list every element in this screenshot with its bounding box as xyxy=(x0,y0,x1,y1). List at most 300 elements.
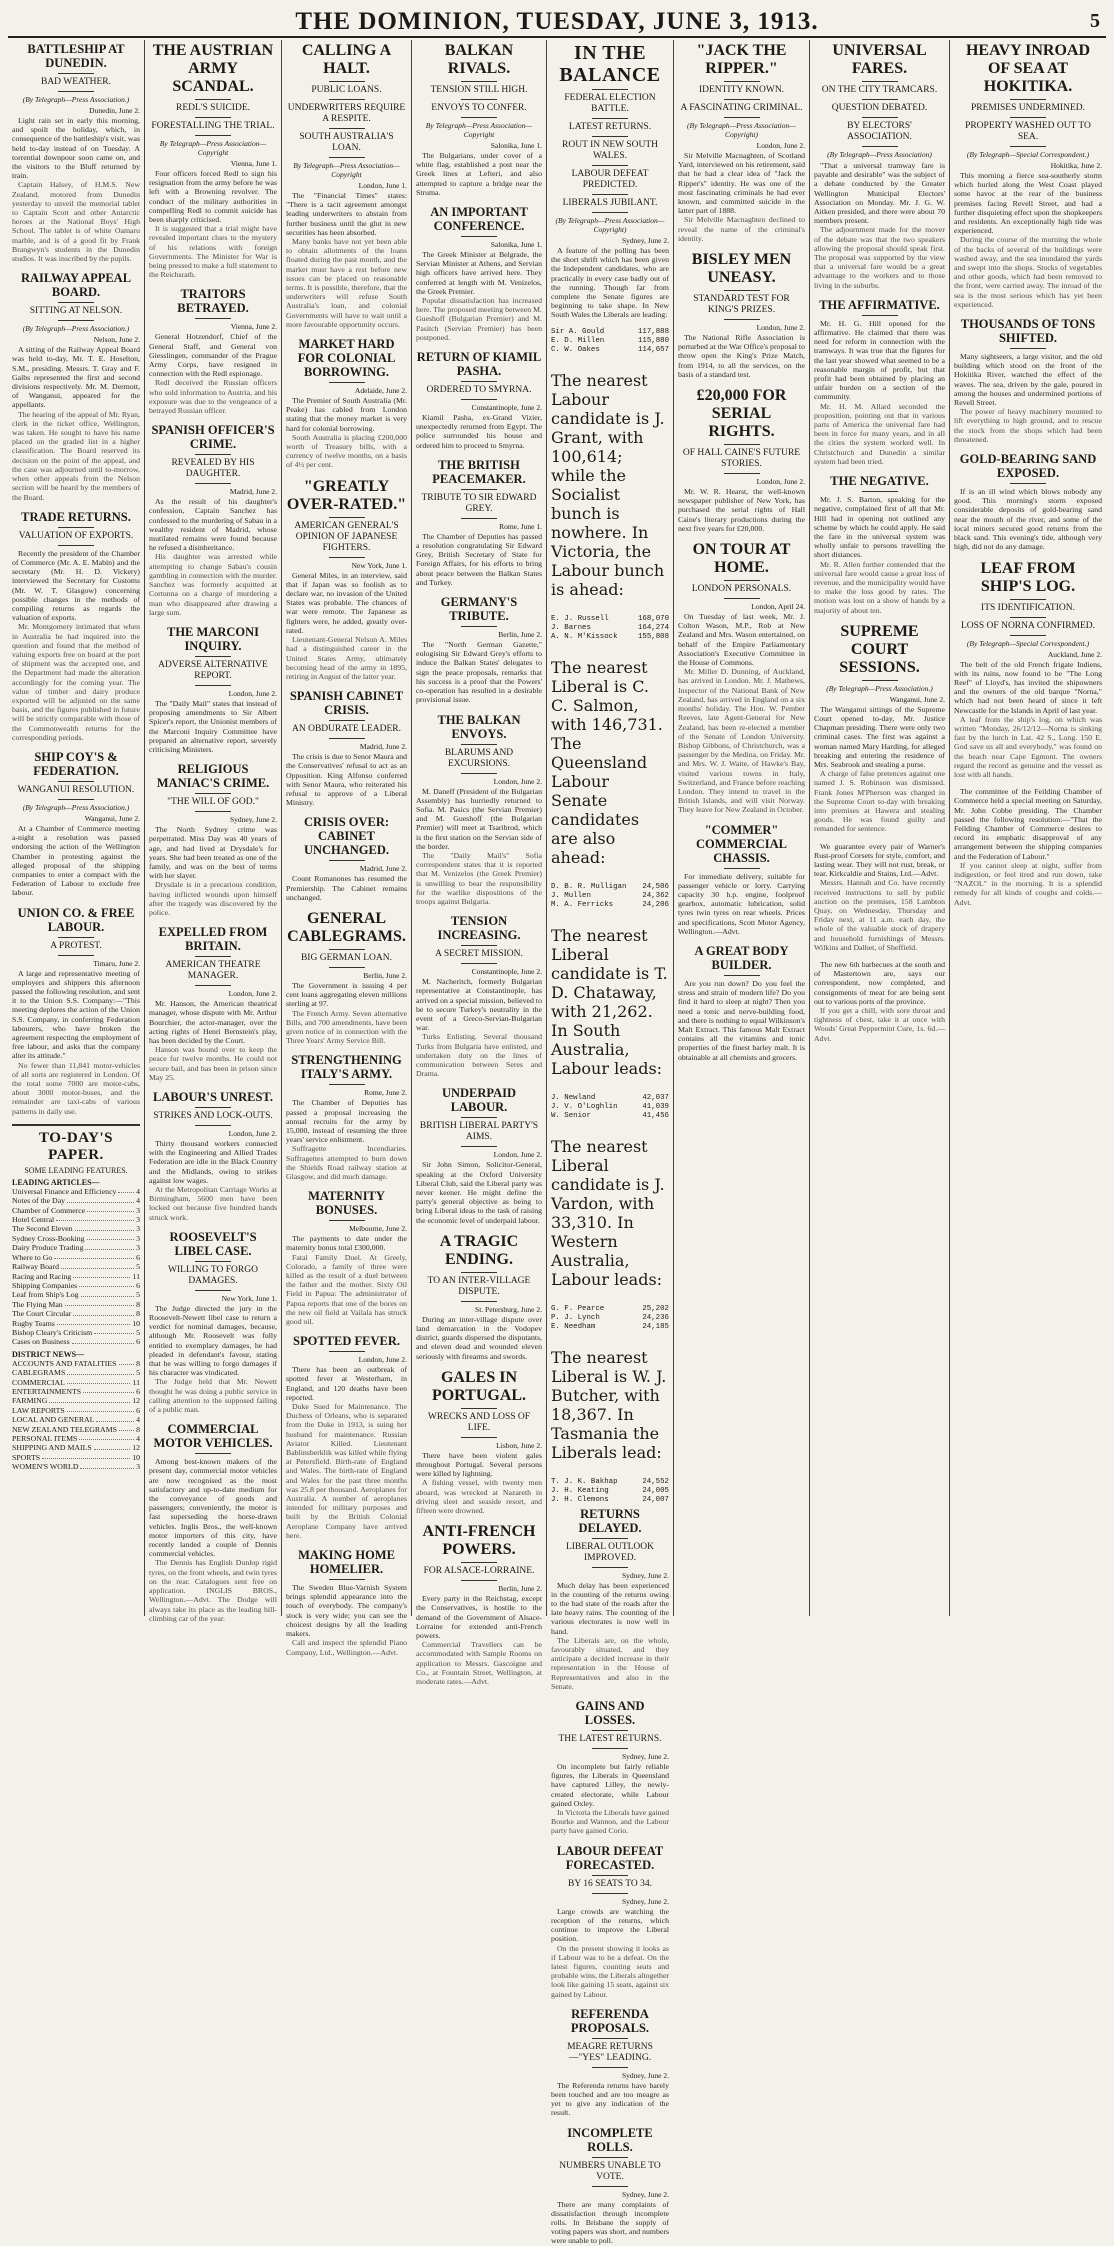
candidate-votes: 42,037 xyxy=(642,1093,669,1102)
index-page: 8 xyxy=(136,1309,140,1319)
candidate-votes: 24,185 xyxy=(642,1322,669,1331)
article-subheading: SITTING AT NELSON. xyxy=(29,306,123,317)
headline-rule xyxy=(195,1261,231,1262)
candidate-name: E. Needham xyxy=(551,1322,596,1331)
article-dateline: Madrid, June 2. xyxy=(359,742,407,752)
article xyxy=(954,452,1102,551)
article-headline: AN IMPORTANT CONFERENCE. xyxy=(430,205,528,234)
article-body: The Chamber of Deputies has passed a resolution congratulating Sir Edward Grey, British Secretary of State for Foreign Affairs, for his efforts to bring about peace between the Balkan States and Turkey. xyxy=(416,531,542,587)
headline-rule xyxy=(461,81,497,82)
index-label: Racing and Racing xyxy=(12,1271,72,1281)
article-body-continued: A fishing vessel, with twenty men aboard, was wrecked at Nazareth in driving sleet and seaside resort, and fifteen were drowned. xyxy=(416,1478,542,1516)
index-page: 6 xyxy=(136,1386,140,1396)
article-headline: UNDERPAID LABOUR. xyxy=(441,1086,517,1115)
index-label: FARMING xyxy=(12,1396,48,1406)
article-dateline: Berlin, June 2. xyxy=(363,970,407,980)
article-subheading: NUMBERS UNABLE TO VOTE. xyxy=(559,2160,661,2182)
article-dateline: Rome, June 1. xyxy=(499,521,542,531)
article xyxy=(149,1422,277,1623)
subheading-rule xyxy=(58,320,94,321)
index-label: Hotel Central xyxy=(12,1215,55,1225)
article-headline: CRISIS OVER: CABINET UNCHANGED. xyxy=(303,815,390,858)
masthead xyxy=(8,6,1106,38)
article xyxy=(149,625,277,754)
article-body: There have been violent gales throughout Portugal. Several persons were killed by lightning. xyxy=(416,1450,542,1479)
result-row xyxy=(551,1314,669,1323)
article-body: The North Sydney crime was perpetrated. Miss Day was 40 years of age, and had lived at Drysdale's for years. She had been treated as one of the family, and was on the best of terms with her slayer. xyxy=(149,825,277,881)
candidate-votes: 164,274 xyxy=(637,623,669,632)
result-row xyxy=(551,624,669,633)
index-label: Cases on Business xyxy=(12,1337,70,1347)
article-dateline: Constantinople, June 2. xyxy=(471,403,542,413)
article-headline: SHIP COY'S & FEDERATION. xyxy=(33,749,119,778)
article-headline: BALKAN RIVALS. xyxy=(444,42,514,77)
candidate-name: A. N. M'Kissock xyxy=(551,632,618,641)
headline-rule xyxy=(862,315,898,316)
article-subheading: FORESTALLING THE TRIAL. xyxy=(151,121,275,131)
article xyxy=(149,925,277,1082)
article xyxy=(814,298,945,466)
article-headline: SPOTTED FEVER. xyxy=(293,1334,400,1349)
article-body-continued: South Australia is placing £200,000 worth of Treasury bills, with a currency of twelve months, on a basis of 4½ per cent. xyxy=(286,432,407,470)
article-body: The Sweden Blue-Varnish System brings splendid appearance into the touch of everybody. The company's stock is very wide; you can see the choicest designs by all the leading makers. xyxy=(286,1583,407,1639)
subheading-rule xyxy=(592,2067,628,2068)
index-page: 6 xyxy=(136,1280,140,1290)
article-body: Mr. Hanson, the American theatrical manager, whose dispute with Mr. Arthur Bourchier, the actor-manager, over the acting rights of Henri Bernstein's play, has been decided by the Court. xyxy=(149,999,277,1045)
article-body: Among best-known makers of the present day, commercial motor vehicles are now recognised as the most satisfactory and up-to-date medium for the conveyance of goods and passengers; conveniently, the motor is fast superseding the horse-drawn vehicles. Inglis Bros., the well-known motor importers of this city, have recently landed a couple of Dennis commercial vehicles. xyxy=(149,1457,277,1559)
headline-rule xyxy=(329,1579,365,1580)
result-row xyxy=(551,615,669,624)
index-entry xyxy=(12,1425,140,1434)
index-leader xyxy=(85,1243,134,1249)
headline-rule xyxy=(329,1351,365,1352)
article xyxy=(12,271,140,501)
article-byline: By Telegraph—Press Association—Copyright xyxy=(159,139,267,157)
article-body: The "North German Gazette," eulogising Sir Edward Grey's efforts to induce the Balkan States' delegates to sign the peace proposals, remarks that his success is a proof that the Powers' co-operation has resulted in a desirable provisional issue. xyxy=(416,640,542,705)
article-headline: HEAVY INROAD OF SEA AT HOKITIKA. xyxy=(965,42,1090,95)
article-body: A sitting of the Railway Appeal Board was held to-day, Mr. T. E. Hoselton, S.M., presiding. Messrs. T. Gray and F. Gaibs represented the first and second divisions respectively. Mr. M. Dermott, of Wanganui, appeared for the appellants. xyxy=(12,345,140,410)
subheading-rule xyxy=(329,157,365,158)
article-body: If is an ill wind which blows nobody any good. This morning's storm exposed considerable deposits of gold-bearing sand near the mouth of the river, and some of the local miners secured good returns from the black sand. This evening's tide, although very high, did not do any damage. xyxy=(954,487,1102,552)
article xyxy=(814,42,945,290)
result-row xyxy=(551,337,669,346)
candidate-name: J. H. Clemons xyxy=(551,1495,609,1504)
index-entry xyxy=(12,1309,140,1318)
article xyxy=(149,42,277,279)
headline-rule xyxy=(724,81,760,82)
result-row xyxy=(551,901,669,910)
headline-rule xyxy=(724,444,760,445)
subheading-rule xyxy=(461,99,497,100)
subheading-rule xyxy=(461,1301,497,1302)
subheading-rule xyxy=(195,135,231,136)
candidate-name: Sir A. Gould xyxy=(551,327,605,336)
article-dateline: Nelson, June 2. xyxy=(93,335,140,345)
result-row xyxy=(551,1487,669,1496)
article-dateline: London, June 2. xyxy=(756,141,805,150)
article-subheading: WRECKS AND LOSS OF LIFE. xyxy=(427,1411,531,1433)
article xyxy=(678,387,805,533)
article xyxy=(416,1369,542,1515)
index-leader xyxy=(73,1309,134,1315)
index-leader xyxy=(61,1262,134,1268)
article-headline: STRENGTHENING ITALY'S ARMY. xyxy=(291,1053,402,1082)
article-body: The Judge directed the jury in the Roosevelt-Newett libel case to return a verdict for nominal damages, because, although Mr. Roosevelt was fully entitled to exemplary damages, he had pleaded in defendant's favour, stating that he was willing to forgo damages if his character was vindicated. xyxy=(149,1303,277,1378)
index-label: Sydney Cross-Booking xyxy=(12,1233,85,1243)
article-subheading: UNDERWRITERS REQUIRE A RESPITE. xyxy=(287,103,406,124)
subheading-rule xyxy=(195,985,231,986)
article-subheading: LIBERAL OUTLOOK IMPROVED. xyxy=(565,1541,655,1563)
candidate-name: J. Newland xyxy=(551,1093,596,1102)
headline-rule xyxy=(592,1875,628,1876)
headline-rule xyxy=(329,1084,365,1085)
subheading-rule xyxy=(862,99,898,100)
headline-rule xyxy=(592,2157,628,2158)
subheading-rule xyxy=(461,399,497,400)
article-body: Much delay has been experienced in the counting of the returns owing to the bad state of the roads after the late heavy rains. The counting of the various electorates is now well in hand. xyxy=(551,1580,669,1636)
subheading-rule xyxy=(592,118,628,119)
column-3 xyxy=(282,40,412,1657)
article-headline: THE NEGATIVE. xyxy=(830,474,929,489)
page-columns xyxy=(8,40,1106,2246)
senate-results-queensland xyxy=(551,883,669,910)
article-body: General Miles, in an interview, said that if Japan was so foolish as to declare war, no invasion of the United States was probable. The chances of war were remote. The Japanese as fighters were, he added, greatly over-rated. xyxy=(286,570,407,635)
article xyxy=(814,842,945,952)
article-headline: INCOMPLETE ROLLS. xyxy=(567,2125,653,2154)
article-dateline: London, June 2. xyxy=(228,989,277,999)
candidate-votes: 115,880 xyxy=(637,336,669,345)
headline-rule xyxy=(329,1220,365,1221)
article-dateline: Berlin, June 2. xyxy=(498,1584,542,1594)
article-body: M. Daneff (President of the Bulgarian Assembly) has hurriedly returned to Sofia. M. Pasics (the Servian Premier) and M. Gueshoff (the Bulgarian Premier) will meet at Tsaribrod, which is the first station on the Servian side of the border. xyxy=(416,786,542,851)
subheading-rule xyxy=(461,1437,497,1438)
index-leader xyxy=(57,1319,130,1325)
article-headline: BISLEY MEN UNEASY. xyxy=(691,251,792,287)
index-leader xyxy=(73,1272,130,1278)
article-headline: THOUSANDS OF TONS SHIFTED. xyxy=(960,317,1096,346)
index-entry xyxy=(12,1337,140,1346)
article-headline: "JACK THE RIPPER." xyxy=(696,42,787,77)
article-body: Mr. H. G. Hill opened for the affirmative. He claimed that there was need for reform in connection with the tramways. It was true that the figures for the last year showed what seemed to be a reasonable margin of profit, but that profit had been obtained by placing an unfair burden on a section of the community. xyxy=(814,318,945,402)
article-headline: LEAF FROM SHIP'S LOG. xyxy=(980,559,1076,595)
article xyxy=(149,287,277,415)
index-leader xyxy=(65,1300,134,1306)
article-body: M. Nacheritch, formerly Bulgarian representative at Constantinople, has arrived on a special mission, believed to be to secure Turkey's neutrality in the event of a Greco-Servian-Bulgarian war. xyxy=(416,977,542,1033)
page-number: 5 xyxy=(1090,10,1100,32)
article-body: Sir Melville Macnaghten, of Scotland Yard, interviewed on his retirement, said that he had a clear idea of "Jack the Ripper's" identity. He was one of the most fascinating criminals he had ever known, and committed suicide in the latter part of 1888. xyxy=(678,151,805,216)
article-dateline: London, June 2. xyxy=(358,1355,407,1365)
article-dateline: London, June 2. xyxy=(228,688,277,698)
subheading-rule xyxy=(58,91,94,92)
article-body: Thirty thousand workers connected with the Engineering and Allied Trades Federation are idle in the Black Country and the Midlands, owing to strikes against low wages. xyxy=(149,1138,277,1185)
index-label: SHIPPING AND MAILS xyxy=(12,1443,92,1453)
article-subheading: QUESTION DEBATED. xyxy=(831,103,928,113)
article-body-continued: The French Army. Seven alternative Bills, and 700 amendments, have been given notice of in connection with the Three Years' Army Service Bill. xyxy=(286,1008,407,1046)
subheading-rule xyxy=(461,117,497,118)
index-page: 12 xyxy=(132,1396,140,1406)
article-body: The nearest Liberal candidate is T. D. Chataway, with 21,262. In South Australia, Labour leads: xyxy=(551,925,668,1078)
article-dateline: Constantinople, June 2. xyxy=(471,967,542,977)
article-dateline: London, April 24. xyxy=(751,602,805,612)
article-subheading: PUBLIC LOANS. xyxy=(311,85,382,95)
article xyxy=(286,478,407,681)
article-byline: (By Telegraph—Press Association—Copyright) xyxy=(687,121,796,139)
candidate-name: E. J. Russell xyxy=(551,614,609,623)
headline-rule xyxy=(724,975,760,976)
article-headline: TENSION INCREASING. xyxy=(437,914,521,943)
candidate-votes: 25,202 xyxy=(642,1304,669,1313)
article-body: Recently the president of the Chamber of Commerce (Mr. A. E. Mabin) and the secretary (Mr. H. D. Vickery) interviewed the Secretary for Customs (Mr. W. T. Glasgow) concerning possible changes in the methods of compiling returns as regards the valuation of exports. xyxy=(12,548,140,623)
subheading-rule xyxy=(592,2186,628,2187)
subheading-rule xyxy=(592,1748,628,1749)
article xyxy=(551,1699,669,1836)
senate-results-tasmania xyxy=(551,1478,669,1505)
article-headline: MATERNITY BONUSES. xyxy=(308,1189,385,1218)
candidate-name: T. J. K. Bakhap xyxy=(551,1477,618,1486)
subheading-rule xyxy=(195,1290,231,1291)
article-body-continued: The hearing of the appeal of Mr. Ryan, clerk in the ticket office, Wellington, was taken. He sought to have his name placed on the graded list in a higher classification. The Board reserved its decision on the point of the appeal, and the case was adjourned until to-morrow, when other appeals from the Nelson section will be heard by the members of the Board. xyxy=(12,409,140,502)
article-subheading: VALUATION OF EXPORTS. xyxy=(18,530,134,541)
index-leader xyxy=(79,1281,134,1287)
article-headline: "GREATLY OVER-RATED." xyxy=(286,477,407,513)
result-row xyxy=(551,1094,669,1103)
article-body: As the result of his daughter's confession, Captain Sanchez has confessed to the murdering of Sabau in a wealthy resident of Madrid, whose mutilated remains were found because he refused a disinheritance. xyxy=(149,497,277,553)
article-headline: BATTLESHIP AT DUNEDIN. xyxy=(27,42,125,70)
candidate-votes: 24,506 xyxy=(642,882,669,891)
article-subheading: BAD WEATHER. xyxy=(40,77,112,87)
headline-rule xyxy=(461,626,497,627)
article-byline: (By Telegraph—Special Correspondent.) xyxy=(966,638,1090,648)
article-byline: By Telegraph—Press Association—Copyright xyxy=(425,121,533,139)
index-page: 5 xyxy=(136,1368,140,1378)
article-body-continued: Sir Melville Macnaghten declined to reveal the name of the criminal's identity. xyxy=(678,215,805,243)
index-page: 5 xyxy=(136,1290,140,1300)
article-dateline: Dunedin, June 2. xyxy=(89,106,140,115)
article-dateline: Sydney, June 2. xyxy=(621,2189,669,2199)
article-dateline: Salonika, June 1. xyxy=(490,240,542,250)
article-dateline: Wanganui, June 2. xyxy=(84,813,140,823)
article-body-continued: Suffragette Incendiaries. Suffragettes attempted to burn down the Shields Road railway station at Glasgow, and did much damage. xyxy=(286,1144,407,1181)
candidate-votes: 24,362 xyxy=(642,891,669,900)
index-leader xyxy=(56,1215,134,1221)
article-headline: THE AFFIRMATIVE. xyxy=(819,297,940,312)
headline-rule xyxy=(461,744,497,745)
index-entry xyxy=(12,1387,140,1396)
index-leader xyxy=(67,1196,134,1202)
index-entry xyxy=(12,1224,140,1233)
index-entry xyxy=(12,1378,140,1387)
article-body-continued: Messrs. Hannah and Co. have recently received instructions to sell by public auction on the premises, 158 Lambton Quay, on Wednesday, Thursday and Friday next, at 11 a.m. each day, the whole of the valuable stock of drapery and household furnishings of Messrs. Wilkins and Dalhet, of Sheffield. xyxy=(814,878,945,952)
article-dateline: London, June 2. xyxy=(228,1128,277,1138)
article-body: The crisis is due to Senor Maura and the Conservatives' refusal to act as an Opposition. King Alfonso conferred with Senor Maura, who reiterated his refusal to approve of a Liberal Ministry. xyxy=(286,752,407,808)
article xyxy=(286,42,407,329)
index-entry xyxy=(12,1243,140,1252)
article-body-continued: If you cannot sleep at night, suffer from indigestion, or feel tired and run down, take "NAZOL" in the morning. It is a splendid remedy for all kinds of coughs and colds.—Advt. xyxy=(954,860,1102,907)
candidate-votes: 114,657 xyxy=(637,345,669,354)
article-body-continued: Hanson was bound over to keep the peace for twelve months. He could not secure bail, and has been in prison since May 25. xyxy=(149,1045,277,1082)
subheading-rule xyxy=(592,194,628,195)
index-page: 3 xyxy=(136,1462,140,1472)
index-group: DISTRICT NEWS— xyxy=(12,1349,85,1359)
index-entry xyxy=(12,1215,140,1224)
index-leader xyxy=(42,1453,130,1459)
article-byline: (By Telegraph—Press Association.) xyxy=(22,95,130,104)
subheading-rule xyxy=(1010,617,1046,618)
index-leader xyxy=(118,1187,134,1193)
article-subheading: REVEALED BY HIS DAUGHTER. xyxy=(171,458,255,480)
index-label: ACCOUNTS AND FATALITIES xyxy=(12,1358,117,1368)
article-byline: (By Telegraph—Special Correspondent.) xyxy=(966,150,1090,159)
article-dateline: London, June 2. xyxy=(756,323,805,333)
article-subheading: AN OBDURATE LEADER. xyxy=(292,724,401,735)
headline-rule xyxy=(862,491,898,492)
article xyxy=(814,474,945,615)
index-entry xyxy=(12,1300,140,1309)
candidate-name: G. F. Pearce xyxy=(551,1304,605,1313)
article-body-continued: Mr. Montgomery intimated that when in Australia he had inquired into the question and found that the method of valuing exports free on board at the port of shipment was the accepted one, and the Department had made the alteration accordingly for the coming year. The value of timber and dairy produce exported will be adjusted on the same basis, and the figures published in future will be strictly comparable with those of the Commonwealth returns for the corresponding periods. xyxy=(12,622,140,742)
article-body: The nearest Liberal candidate is J. Vardon, with 33,310. In Western Australia, Labour leads: xyxy=(551,1136,665,1289)
candidate-name: J. H. Keating xyxy=(551,1486,609,1495)
article-body-continued: The Liberals are, on the whole, favourably situated, and they anticipate a decided increase in their representation in the House of Representatives and also in the Senate. xyxy=(551,1635,669,1691)
advertisement xyxy=(678,944,805,1062)
headline-rule xyxy=(195,1453,231,1454)
index-page: 4 xyxy=(136,1186,140,1196)
headline-rule xyxy=(461,945,497,946)
column-7 xyxy=(810,40,950,1616)
article-body-continued: Call and inspect the splendid Piano Company, Ltd., Wellington.—Advt. xyxy=(286,1638,407,1657)
article-dateline: Timaru, June 2. xyxy=(93,958,140,968)
headline-rule xyxy=(58,781,94,782)
article-subheading: MEAGRE RETURNS—"YES" LEADING. xyxy=(567,2041,653,2063)
candidate-votes: 24,236 xyxy=(642,1313,669,1322)
article-headline: GALES IN PORTUGAL. xyxy=(431,1368,527,1404)
candidate-votes: 24,005 xyxy=(642,1486,669,1495)
candidate-votes: 155,808 xyxy=(637,632,669,641)
article xyxy=(551,1844,669,1999)
article-body-continued: Lieutenant-General Nelson A. Miles had a distinguished career in the United States Army, ultimately becoming head of the army in 1895, retiring in August of the latter year. xyxy=(286,635,407,681)
article-subheading: ENVOYS TO CONFER. xyxy=(431,103,527,113)
article-body: The nearest Liberal is W. J. Butcher, with 18,367. In Tasmania the Liberals lead: xyxy=(551,1347,667,1462)
todays-paper-index xyxy=(12,1130,140,1472)
headline-rule xyxy=(461,489,497,490)
article xyxy=(678,42,805,243)
article-dateline: St. Petersburg, June 2. xyxy=(475,1304,542,1314)
candidate-votes: 41,456 xyxy=(642,1111,669,1120)
headline-rule xyxy=(195,656,231,657)
index-page: 4 xyxy=(136,1434,140,1443)
article-body: Kiamil Pasha, ex-Grand Vizier, unexpectedly returned from Egypt. The police surrounded his house and ordered him to proceed to Smyrna. xyxy=(416,413,542,450)
index-leader xyxy=(72,1337,134,1343)
article-body-continued: On the present showing it looks as if Labour was to be a defeat. On the latest figures, counting seats and probable wins, the Liberals altogether look like gaining 15 seats, against six gained by Labour. xyxy=(551,1943,669,1999)
article-body-continued: The "Daily Mail's" Sofia correspondent states that it is reported that M. Venizelos (the Greek Premier) is unwilling to bear the responsibility for the warlike dispositions of the troops against Bulgaria. xyxy=(416,850,542,906)
article xyxy=(416,1233,542,1361)
article-body: The National Rifle Association is perturbed at the War Office's proposal to throw open the King's Prize Match, from 1914, to all the services, on the basis of a standard test. xyxy=(678,333,805,379)
candidate-votes: 24,552 xyxy=(642,1477,669,1486)
index-leader xyxy=(49,1396,130,1402)
index-label: CABLEGRAMS xyxy=(12,1368,66,1378)
article-subheading: TO AN INTER-VILLAGE DISPUTE. xyxy=(427,1275,531,1297)
article-body: Mr. J. S. Barton, speaking for the negative, complained first of all that Mr. Hill had in opening not outlined any scheme by which he could apply. He said the fare in the universal system was wholly unfair to persons travelling the short distances. xyxy=(814,495,945,560)
article-headline: THE MARCONI INQUIRY. xyxy=(166,624,260,653)
subheading-rule xyxy=(592,1893,628,1894)
column-6 xyxy=(674,40,810,1616)
article xyxy=(416,914,542,1078)
index-page: 8 xyxy=(136,1358,140,1368)
article xyxy=(678,541,805,814)
article-headline: THE BRITISH PEACEMAKER. xyxy=(432,457,526,486)
article-subheading: ON THE CITY TRAMCARS. xyxy=(821,85,938,95)
headline-rule xyxy=(592,1730,628,1731)
headline-rule xyxy=(862,680,898,681)
article-dateline: Melbourne, June 2. xyxy=(349,1224,407,1234)
article-headline: "COMMER" COMMERCIAL CHASSIS. xyxy=(696,822,787,865)
article-byline: (By Telegraph—Press Association.) xyxy=(22,324,130,334)
index-page: 5 xyxy=(136,1327,140,1337)
index-label: ENTERTAINMENTS xyxy=(12,1386,82,1396)
article-body: This morning a fierce sea-southerly storm which hurled along the West Coast played some havoc at the rear of the business premises facing Revell Street, and had a further disquieting effect upon the shopkeepers and residents. An exceptionally high tide was experienced. xyxy=(954,171,1102,236)
headline-rule xyxy=(862,81,898,82)
index-leader xyxy=(54,1253,134,1259)
column-2 xyxy=(145,40,282,1623)
subheading-rule xyxy=(329,128,365,129)
headline-rule xyxy=(592,1538,628,1539)
index-entry xyxy=(12,1453,140,1462)
index-page: 3 xyxy=(136,1215,140,1225)
article-byline: (By Telegraph—Press Association.) xyxy=(22,802,130,812)
candidate-name: J. Barnes xyxy=(551,623,591,632)
article-body: General Hotzendorf, Chief of the General Staff, and General von Giesslingen, commander of the Prague Army Corps, have resigned in connection with the Redl espionage. xyxy=(149,332,277,379)
column-4 xyxy=(412,40,547,1687)
article-headline: RETURNS DELAYED. xyxy=(578,1506,642,1535)
article-body: The Government is issuing 4 per cent loans aggregating eleven millions sterling at 97. xyxy=(286,980,407,1009)
index-entry xyxy=(12,1196,140,1205)
article-body: The new 6th barbecues at the south and of Mastertown are, says our correspondent, now completed, and consignments of meat for are being sent out to various ports of the province. xyxy=(814,960,945,1006)
article-dateline: London, June 2. xyxy=(756,477,805,487)
article xyxy=(286,1189,407,1326)
subheading-rule xyxy=(195,685,231,686)
article-subheading: BRITISH LIBERAL PARTY'S AIMS. xyxy=(419,1121,539,1143)
article-subheading: "THE WILL OF GOD." xyxy=(167,797,259,808)
index-entry xyxy=(12,1187,140,1196)
article xyxy=(12,510,140,742)
candidate-votes: 117,888 xyxy=(637,327,669,336)
index-label: Bishop Cleary's Criticism xyxy=(12,1327,93,1337)
article xyxy=(954,317,1102,444)
article-subheading: AMERICAN GENERAL'S OPINION OF JAPANESE FIGHTERS. xyxy=(294,520,399,553)
article-body: The "Financial Times" states: "There is a tacit agreement amongst leading underwriters to abstain from further business until the glut in new securities has been absorbed. xyxy=(286,191,407,237)
article-body-continued: Turks Enlisting. Several thousand Turks from Bulgaria have enlisted, and undertaken duty on the lines of communication between Seres and Drama. xyxy=(416,1032,542,1079)
index-page: 4 xyxy=(136,1415,140,1425)
article-dateline: Lisbon, June 2. xyxy=(496,1440,542,1450)
article xyxy=(551,2126,669,2246)
subheading-rule xyxy=(592,1567,628,1568)
article-body-continued: The Judge held that Mr. Newett thought he was doing a public service in calling attention to the supposed failing of a public man. xyxy=(149,1377,277,1415)
subheading-rule xyxy=(461,1146,497,1147)
article-subheading: REDL'S SUICIDE. xyxy=(175,103,251,113)
article-subheading: LOSS OF NORNA CONFIRMED. xyxy=(960,620,1096,631)
candidate-votes: 168,070 xyxy=(637,614,669,623)
index-label: Notes of the Day xyxy=(12,1196,66,1206)
article-dateline: Rome, June 2. xyxy=(364,1088,407,1098)
article-headline: THE BALKAN ENVOYS. xyxy=(437,712,521,741)
result-row xyxy=(551,883,669,892)
article xyxy=(286,1334,407,1540)
index-label: NEW ZEALAND TELEGRAMS xyxy=(12,1424,117,1434)
index-label: Railway Board xyxy=(12,1262,59,1272)
article-headline: A TRAGIC ENDING. xyxy=(439,1232,519,1268)
article-body-continued: His daughter was arrested while attempting to change Sabau's cousin gambling in connection with the murder. Sanchez was formerly acquitted at Cortunna on a charge of murdering a man who disappeared after drawing a large sum. xyxy=(149,552,277,617)
article-subheading: THE LATEST RETURNS. xyxy=(558,1734,662,1745)
